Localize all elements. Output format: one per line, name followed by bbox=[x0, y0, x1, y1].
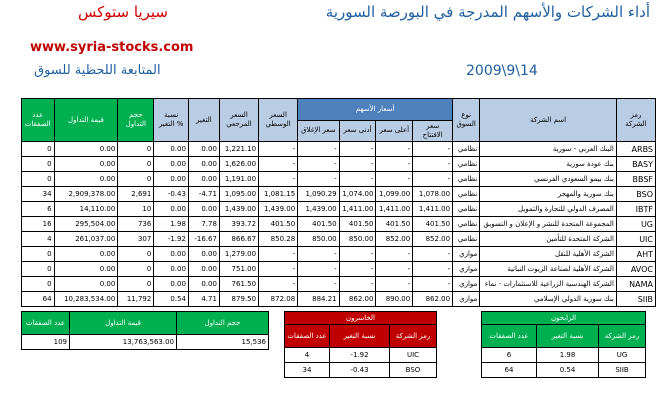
company-name-cell: الشركة الهندسية الزراعية للاستثمارات - نماء bbox=[480, 277, 617, 292]
change-pct-cell: 0.00 bbox=[154, 277, 189, 292]
symbol-cell: UG bbox=[599, 348, 646, 363]
low-price-cell: 1,074.00 bbox=[339, 187, 376, 202]
traded-value-cell: 0.00 bbox=[54, 247, 118, 262]
trades-cell: 6 bbox=[482, 348, 537, 363]
ref-price-cell: 751.00 bbox=[219, 262, 258, 277]
header-change: التغير bbox=[188, 99, 219, 142]
low-price-cell: 401.50 bbox=[339, 217, 376, 232]
open-price-cell: - bbox=[413, 157, 453, 172]
header-high: أعلى سعر bbox=[376, 120, 413, 142]
avg-price-cell: - bbox=[259, 142, 298, 157]
ref-price-cell: 1,439.00 bbox=[219, 202, 258, 217]
market-type-cell: نظامي bbox=[453, 232, 480, 247]
market-type-cell: نظامي bbox=[453, 187, 480, 202]
market-type-cell: موازي bbox=[453, 247, 480, 262]
low-price-cell: 1,411.00 bbox=[339, 202, 376, 217]
losers-header-trades: عدد الصفقات bbox=[285, 325, 330, 348]
traded-volume-cell: 0 bbox=[118, 277, 154, 292]
open-price-cell: - bbox=[413, 172, 453, 187]
change-pct-cell: -1.92 bbox=[154, 232, 189, 247]
table-row bbox=[22, 292, 656, 307]
change-pct-cell: 0.00 bbox=[154, 247, 189, 262]
open-price-cell: 852.00 bbox=[413, 232, 453, 247]
traded-value-cell: 0.00 bbox=[54, 262, 118, 277]
high-price-cell: - bbox=[376, 172, 413, 187]
table-row bbox=[22, 142, 656, 157]
close-price-cell: - bbox=[298, 172, 339, 187]
avg-price-cell: 1,081.15 bbox=[259, 187, 298, 202]
symbol-cell: BSO bbox=[616, 187, 655, 202]
ref-price-cell: 1,191.00 bbox=[219, 172, 258, 187]
table-row bbox=[22, 217, 656, 232]
change-pct-cell: 0.00 bbox=[154, 262, 189, 277]
traded-volume-cell: 0 bbox=[118, 247, 154, 262]
summary-traded-volume: 15,536 bbox=[177, 335, 269, 350]
ref-price-cell: 1,626.00 bbox=[219, 157, 258, 172]
high-price-cell: - bbox=[376, 142, 413, 157]
high-price-cell: 890.00 bbox=[376, 292, 413, 307]
gainers-table bbox=[481, 311, 646, 378]
market-type-cell: نظامي bbox=[453, 172, 480, 187]
table-row bbox=[482, 348, 646, 363]
symbol-cell: BBSF bbox=[616, 172, 655, 187]
traded-value-cell: 295,504.00 bbox=[54, 217, 118, 232]
header-traded-volume: حجم التداول bbox=[118, 99, 154, 142]
trades-count-cell: 0 bbox=[22, 277, 55, 292]
company-name-cell: بنك سورية والمهجر bbox=[480, 187, 617, 202]
symbol-cell: BASY bbox=[616, 157, 655, 172]
traded-value-cell: 0.00 bbox=[54, 172, 118, 187]
traded-value-cell: 0.00 bbox=[54, 277, 118, 292]
open-price-cell: - bbox=[413, 247, 453, 262]
ref-price-cell: 879.50 bbox=[219, 292, 258, 307]
gainers-header-pct: نسبة التغير bbox=[537, 325, 599, 348]
losers-header-symbol: رمز الشركة bbox=[390, 325, 437, 348]
trades-count-cell: 0 bbox=[22, 142, 55, 157]
close-price-cell: 850.00 bbox=[298, 232, 339, 247]
avg-price-cell: - bbox=[259, 262, 298, 277]
symbol-cell: UIC bbox=[616, 232, 655, 247]
change-cell: 7.78 bbox=[188, 217, 219, 232]
trades-cell: 4 bbox=[285, 348, 330, 363]
table-row bbox=[22, 172, 656, 187]
low-price-cell: - bbox=[339, 157, 376, 172]
table-row bbox=[285, 348, 437, 363]
change-pct-cell: 1.98 bbox=[537, 348, 599, 363]
trades-count-cell: 6 bbox=[22, 202, 55, 217]
losers-title: الخاسرون bbox=[285, 312, 437, 325]
high-price-cell: - bbox=[376, 247, 413, 262]
stocks-table bbox=[21, 98, 656, 307]
traded-volume-cell: 307 bbox=[118, 232, 154, 247]
company-name-cell: الشركة المتحدة للتأمين bbox=[480, 232, 617, 247]
market-type-cell: موازي bbox=[453, 292, 480, 307]
change-cell: 0.00 bbox=[188, 247, 219, 262]
traded-volume-cell: 2,691 bbox=[118, 187, 154, 202]
symbol-cell: AHT bbox=[616, 247, 655, 262]
market-type-cell: نظامي bbox=[453, 202, 480, 217]
header-ref-price: السعر المرجعي bbox=[219, 99, 258, 142]
change-cell: -4.71 bbox=[188, 187, 219, 202]
trades-count-cell: 16 bbox=[22, 217, 55, 232]
trades-cell: 34 bbox=[285, 363, 330, 378]
traded-volume-cell: 0 bbox=[118, 172, 154, 187]
symbol-cell: BSO bbox=[390, 363, 437, 378]
traded-value-cell: 2,909,378.00 bbox=[54, 187, 118, 202]
header-traded-value: قيمة التداول bbox=[54, 99, 118, 142]
company-name-cell: الشركة الأهلية للنقل bbox=[480, 247, 617, 262]
open-price-cell: 862.00 bbox=[413, 292, 453, 307]
ref-price-cell: 393.72 bbox=[219, 217, 258, 232]
low-price-cell: - bbox=[339, 172, 376, 187]
low-price-cell: - bbox=[339, 247, 376, 262]
company-name-cell: بنك بيمو السعودي الفرنسي bbox=[480, 172, 617, 187]
change-pct-cell: 0.54 bbox=[154, 292, 189, 307]
change-pct-cell: -0.43 bbox=[154, 187, 189, 202]
trades-count-cell: 0 bbox=[22, 157, 55, 172]
symbol-cell: UIC bbox=[390, 348, 437, 363]
ref-price-cell: 1,095.00 bbox=[219, 187, 258, 202]
table-row bbox=[22, 157, 656, 172]
table-row bbox=[482, 363, 646, 378]
change-pct-cell: 0.00 bbox=[154, 202, 189, 217]
change-pct-cell: 0.00 bbox=[154, 157, 189, 172]
company-name-cell: المصرف الدولي للتجارة والتمويل bbox=[480, 202, 617, 217]
ref-price-cell: 1,279.00 bbox=[219, 247, 258, 262]
trades-count-cell: 4 bbox=[22, 232, 55, 247]
brand-arabic-name: سيريا ستوكس bbox=[78, 3, 168, 21]
symbol-cell: SIIB bbox=[599, 363, 646, 378]
ref-price-cell: 1,221.10 bbox=[219, 142, 258, 157]
company-name-cell: البنك العربي - سورية bbox=[480, 142, 617, 157]
traded-value-cell: 0.00 bbox=[54, 142, 118, 157]
trades-count-cell: 0 bbox=[22, 262, 55, 277]
change-pct-cell: -1.92 bbox=[330, 348, 390, 363]
header-prices-group: أسعار الأسهم bbox=[298, 99, 453, 121]
ref-price-cell: 866.67 bbox=[219, 232, 258, 247]
traded-value-cell: 10,283,534.00 bbox=[54, 292, 118, 307]
brand-website-url: www.syria-stocks.com bbox=[30, 40, 194, 55]
header-change-pct: نسبة التغير % bbox=[154, 99, 189, 142]
avg-price-cell: - bbox=[259, 277, 298, 292]
open-price-cell: 401.50 bbox=[413, 217, 453, 232]
change-pct-cell: 0.00 bbox=[154, 172, 189, 187]
change-pct-cell: 1.98 bbox=[154, 217, 189, 232]
traded-value-cell: 14,110.00 bbox=[54, 202, 118, 217]
volume-summary-table bbox=[21, 311, 269, 350]
market-type-cell: نظامي bbox=[453, 217, 480, 232]
avg-price-cell: - bbox=[259, 247, 298, 262]
traded-value-cell: 0.00 bbox=[54, 157, 118, 172]
low-price-cell: - bbox=[339, 262, 376, 277]
header-market-type: نوع السوق bbox=[453, 99, 480, 142]
avg-price-cell: 401.50 bbox=[259, 217, 298, 232]
close-price-cell: - bbox=[298, 247, 339, 262]
ref-price-cell: 761.50 bbox=[219, 277, 258, 292]
losers-table bbox=[284, 311, 437, 378]
high-price-cell: 852.00 bbox=[376, 232, 413, 247]
table-row bbox=[22, 232, 656, 247]
market-type-cell: نظامي bbox=[453, 142, 480, 157]
close-price-cell: - bbox=[298, 277, 339, 292]
trades-cell: 64 bbox=[482, 363, 537, 378]
open-price-cell: - bbox=[413, 142, 453, 157]
company-name-cell: بنك سورية الدولي الإسلامي bbox=[480, 292, 617, 307]
traded-volume-cell: 0 bbox=[118, 157, 154, 172]
header-low: أدنى سعر bbox=[339, 120, 376, 142]
high-price-cell: 1,099.00 bbox=[376, 187, 413, 202]
change-cell: -16.67 bbox=[188, 232, 219, 247]
change-pct-cell: 0.00 bbox=[154, 142, 189, 157]
summary-trades-value: 109 bbox=[22, 335, 70, 350]
company-name-cell: الشركة الأهلية لصناعة الزيوت النباتية bbox=[480, 262, 617, 277]
open-price-cell: - bbox=[413, 262, 453, 277]
open-price-cell: 1,078.00 bbox=[413, 187, 453, 202]
brand-tagline: المتابعة اللحظية للسوق bbox=[34, 63, 161, 78]
low-price-cell: - bbox=[339, 277, 376, 292]
high-price-cell: - bbox=[376, 262, 413, 277]
high-price-cell: - bbox=[376, 157, 413, 172]
trades-count-cell: 34 bbox=[22, 187, 55, 202]
summary-traded-value: 13,763,563.00 bbox=[70, 335, 177, 350]
symbol-cell: AVOC bbox=[616, 262, 655, 277]
symbol-cell: UG bbox=[616, 217, 655, 232]
symbol-cell: SIIB bbox=[616, 292, 655, 307]
low-price-cell: - bbox=[339, 142, 376, 157]
avg-price-cell: - bbox=[259, 172, 298, 187]
avg-price-cell: 872.08 bbox=[259, 292, 298, 307]
avg-price-cell: 1,439.00 bbox=[259, 202, 298, 217]
page-title: أداء الشركات والأسهم المدرجة في البورصة السورية bbox=[325, 3, 650, 21]
close-price-cell: 1,090.29 bbox=[298, 187, 339, 202]
change-cell: 0.00 bbox=[188, 172, 219, 187]
open-price-cell: 1,411.00 bbox=[413, 202, 453, 217]
report-date: 2009\9\14 bbox=[466, 63, 538, 79]
change-cell: 4.71 bbox=[188, 292, 219, 307]
losers-header-pct: نسبة التغير bbox=[330, 325, 390, 348]
symbol-cell: ARBS bbox=[616, 142, 655, 157]
trades-count-cell: 64 bbox=[22, 292, 55, 307]
change-pct-cell: 0.54 bbox=[537, 363, 599, 378]
table-row bbox=[285, 363, 437, 378]
table-row bbox=[22, 247, 656, 262]
avg-price-cell: - bbox=[259, 157, 298, 172]
traded-volume-cell: 0 bbox=[118, 262, 154, 277]
close-price-cell: - bbox=[298, 262, 339, 277]
open-price-cell: - bbox=[413, 277, 453, 292]
traded-volume-cell: 11,792 bbox=[118, 292, 154, 307]
change-cell: 0.00 bbox=[188, 277, 219, 292]
header-symbol: رمز الشركة bbox=[616, 99, 655, 142]
table-row bbox=[22, 202, 656, 217]
close-price-cell: 401.50 bbox=[298, 217, 339, 232]
avg-price-cell: 850.28 bbox=[259, 232, 298, 247]
header-close: سعر الإغلاق bbox=[298, 120, 339, 142]
close-price-cell: 884.21 bbox=[298, 292, 339, 307]
change-cell: 0.00 bbox=[188, 262, 219, 277]
symbol-cell: IBTF bbox=[616, 202, 655, 217]
traded-value-cell: 261,037.00 bbox=[54, 232, 118, 247]
gainers-header-trades: عدد الصفقات bbox=[482, 325, 537, 348]
header-summary-value: قيمة التداول bbox=[70, 312, 177, 335]
table-row bbox=[22, 277, 656, 292]
header-company-name: اسم الشركة bbox=[480, 99, 617, 142]
company-name-cell: بنك عودة سورية bbox=[480, 157, 617, 172]
trades-count-cell: 0 bbox=[22, 247, 55, 262]
high-price-cell: 1,411.00 bbox=[376, 202, 413, 217]
table-row bbox=[22, 262, 656, 277]
header-open: سعر الافتتاح bbox=[413, 120, 453, 142]
high-price-cell: 401.50 bbox=[376, 217, 413, 232]
close-price-cell: - bbox=[298, 142, 339, 157]
close-price-cell: 1,439.00 bbox=[298, 202, 339, 217]
company-name-cell: المجموعة المتحدة للنشر و الإعلان و التسويق bbox=[480, 217, 617, 232]
traded-volume-cell: 736 bbox=[118, 217, 154, 232]
traded-volume-cell: 10 bbox=[118, 202, 154, 217]
close-price-cell: - bbox=[298, 157, 339, 172]
gainers-header-symbol: رمز الشركة bbox=[599, 325, 646, 348]
trades-count-cell: 0 bbox=[22, 172, 55, 187]
market-type-cell: موازي bbox=[453, 262, 480, 277]
table-row bbox=[22, 187, 656, 202]
header-summary-trades: عدد الصفقات bbox=[22, 312, 70, 335]
traded-volume-cell: 0 bbox=[118, 142, 154, 157]
header-summary-volume: حجم التداول bbox=[177, 312, 269, 335]
change-pct-cell: -0.43 bbox=[330, 363, 390, 378]
market-type-cell: موازي bbox=[453, 277, 480, 292]
low-price-cell: 850.00 bbox=[339, 232, 376, 247]
change-cell: 0.00 bbox=[188, 202, 219, 217]
symbol-cell: NAMA bbox=[616, 277, 655, 292]
change-cell: 0.00 bbox=[188, 142, 219, 157]
header-avg-price: السعر الوسطي bbox=[259, 99, 298, 142]
gainers-title: الرابحون bbox=[482, 312, 646, 325]
change-cell: 0.00 bbox=[188, 157, 219, 172]
market-type-cell: نظامي bbox=[453, 157, 480, 172]
header-trades-count: عدد الصفقات bbox=[22, 99, 55, 142]
low-price-cell: 862.00 bbox=[339, 292, 376, 307]
high-price-cell: - bbox=[376, 277, 413, 292]
